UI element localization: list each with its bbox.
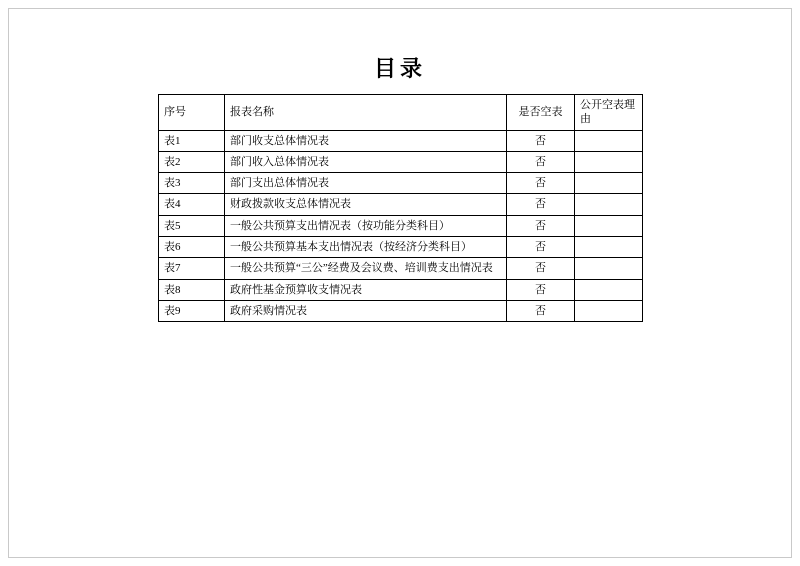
table-row [159,173,643,194]
catalog-table [158,94,643,322]
table-row [159,258,643,279]
row-no: 表4 [159,194,225,215]
row-no: 表5 [159,215,225,236]
row-no: 表2 [159,151,225,172]
row-name: 政府性基金预算收支情况表 [225,279,507,300]
table-row [159,237,643,258]
row-is-empty: 否 [507,130,575,151]
row-no: 表3 [159,173,225,194]
header-no: 序号 [159,95,225,131]
row-name: 政府采购情况表 [225,300,507,321]
row-is-empty: 否 [507,194,575,215]
table-row [159,194,643,215]
row-name: 部门收支总体情况表 [225,130,507,151]
row-reason [575,279,643,300]
row-is-empty: 否 [507,300,575,321]
row-name: 一般公共预算基本支出情况表（按经济分类科目） [225,237,507,258]
row-reason [575,194,643,215]
row-reason [575,258,643,279]
row-name: 一般公共预算“三公”经费及会议费、培训费支出情况表 [225,258,507,279]
row-no: 表9 [159,300,225,321]
table-row [159,130,643,151]
row-is-empty: 否 [507,237,575,258]
row-is-empty: 否 [507,173,575,194]
row-reason [575,173,643,194]
row-reason [575,151,643,172]
row-is-empty: 否 [507,279,575,300]
table-header-row [159,95,643,131]
row-no: 表6 [159,237,225,258]
page-title: 目录 [373,56,426,81]
row-reason [575,130,643,151]
table-row [159,279,643,300]
row-reason [575,300,643,321]
row-reason [575,237,643,258]
row-is-empty: 否 [507,258,575,279]
row-is-empty: 否 [507,151,575,172]
table-row [159,300,643,321]
row-no: 表8 [159,279,225,300]
row-no: 表7 [159,258,225,279]
header-name: 报表名称 [225,95,507,131]
catalog-table-container [158,94,642,322]
row-name: 部门收入总体情况表 [225,151,507,172]
row-no: 表1 [159,130,225,151]
table-row [159,151,643,172]
row-name: 部门支出总体情况表 [225,173,507,194]
header-is-empty: 是否空表 [507,95,575,131]
row-name: 财政拨款收支总体情况表 [225,194,507,215]
row-reason [575,215,643,236]
row-is-empty: 否 [507,215,575,236]
header-reason: 公开空表理由 [575,95,643,131]
table-row [159,215,643,236]
row-name: 一般公共预算支出情况表（按功能分类科目） [225,215,507,236]
